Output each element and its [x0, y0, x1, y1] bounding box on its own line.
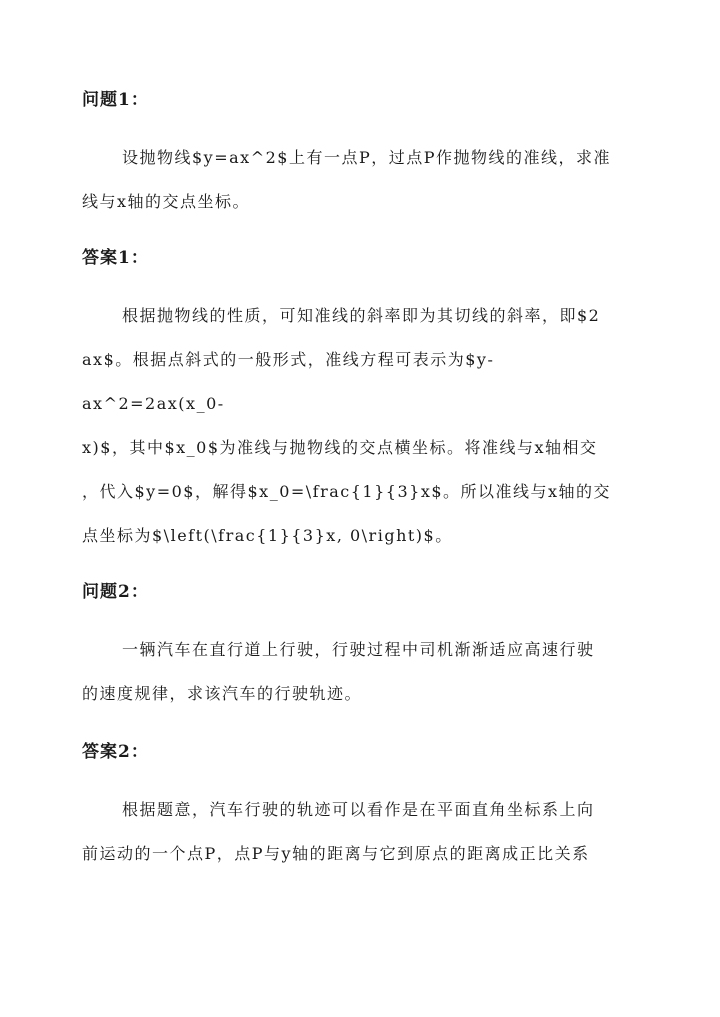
- answer-2-line-1: 根据题意，汽车行驶的轨迹可以看作是在平面直角坐标系上向: [122, 800, 595, 819]
- answer-1-line-3: ax^2=2ax(x_0-: [82, 394, 225, 413]
- answer-2-line-2: 前运动的一个点P，点P与y轴的距离与它到原点的距离成正比关系: [82, 844, 590, 863]
- answer-1-line-2: ax$。根据点斜式的一般形式，准线方程可表示为$y-: [82, 350, 495, 369]
- answer-2-heading: 答案2：: [82, 742, 149, 762]
- question-1-heading: 问题1：: [82, 90, 149, 110]
- answer-1-heading: 答案1：: [82, 248, 149, 268]
- question-2-line-1: 一辆汽车在直行道上行驶，行驶过程中司机渐渐适应高速行驶: [122, 640, 595, 659]
- answer-1-line-5: ，代入$y=0$，解得$x_0=\frac{1}{3}x$。所以准线与x轴的交: [82, 482, 612, 501]
- question-1-line-2: 线与x轴的交点坐标。: [82, 192, 251, 211]
- question-2-line-2: 的速度规律，求该汽车的行驶轨迹。: [82, 684, 363, 703]
- answer-1-line-6: 点坐标为$\left(\frac{1}{3}x, 0\right)$。: [82, 526, 453, 545]
- answer-1-line-4: x)$，其中$x_0$为准线与抛物线的交点横坐标。将准线与x轴相交: [82, 438, 598, 457]
- question-2-heading: 问题2：: [82, 582, 149, 602]
- answer-1-line-1: 根据抛物线的性质，可知准线的斜率即为其切线的斜率，即$2: [122, 306, 601, 325]
- question-1-line-1: 设抛物线$y=ax^2$上有一点P，过点P作抛物线的准线，求准: [122, 148, 611, 167]
